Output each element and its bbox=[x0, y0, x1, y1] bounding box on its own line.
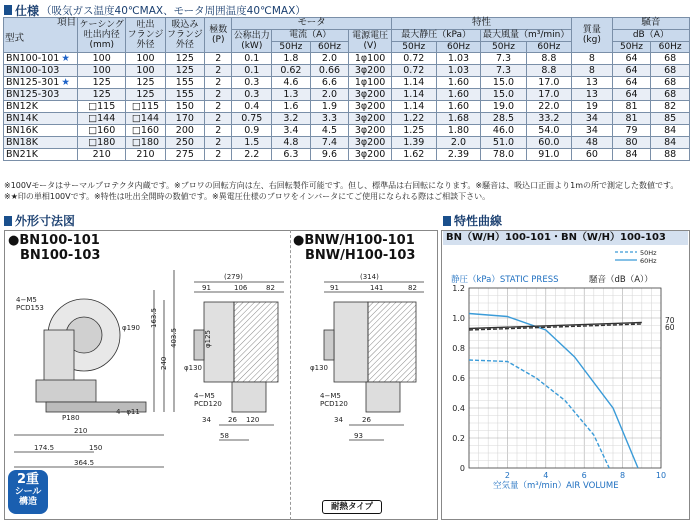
dim-label: 82 bbox=[408, 284, 417, 292]
dim-label: 58 bbox=[220, 432, 229, 440]
cell-cur60: 7.4 bbox=[310, 137, 349, 149]
chart-legend bbox=[615, 249, 657, 265]
motor-header: モータ bbox=[232, 18, 391, 30]
output-header: 公称出力 (kW) bbox=[233, 31, 270, 52]
cell-sp60: 1.03 bbox=[436, 53, 481, 65]
cell-sp50: 1.39 bbox=[391, 137, 436, 149]
cell-model: BN12K bbox=[4, 101, 78, 113]
cell-n60: 68 bbox=[651, 89, 690, 101]
cell-voltage: 3φ200 bbox=[349, 113, 392, 125]
cell-poles: 2 bbox=[205, 53, 232, 65]
cell-output: 0.3 bbox=[232, 89, 272, 101]
x-tick-label: 4 bbox=[543, 471, 549, 480]
cell-inlet: 150 bbox=[165, 101, 204, 113]
hz60-header: 60Hz bbox=[310, 41, 349, 53]
heat-resistant-badge: 耐熱タイプ bbox=[322, 500, 382, 514]
hz50-header: 50Hz bbox=[481, 41, 526, 53]
cell-inlet: 125 bbox=[165, 53, 204, 65]
y-tick-label: 0.6 bbox=[452, 374, 465, 383]
star-icon: ★ bbox=[61, 77, 70, 89]
cell-voltage: 3φ200 bbox=[349, 149, 392, 161]
casing-header: ケーシング 吐出内径 (mm) bbox=[78, 18, 126, 53]
dim-label: 364.5 bbox=[74, 459, 95, 467]
cell-cur50: 3.4 bbox=[272, 125, 311, 137]
hz60-header: 60Hz bbox=[651, 41, 690, 53]
cell-cur60: 2.0 bbox=[310, 53, 349, 65]
cell-sp60: 1.03 bbox=[436, 65, 481, 77]
dim-label: 26 bbox=[228, 416, 237, 424]
cell-model: BN14K bbox=[4, 113, 78, 125]
dim-label: (279) bbox=[224, 273, 243, 281]
cell-model: BN16K bbox=[4, 125, 78, 137]
dim-label: φ130 bbox=[184, 364, 202, 372]
cell-sp60: 1.68 bbox=[436, 113, 481, 125]
cell-casing: □180 bbox=[78, 137, 126, 149]
dim-label: 4−M5 bbox=[16, 296, 37, 304]
table-row bbox=[4, 125, 690, 137]
curve-title: BN（W/H）100-101・BN（W/H）100-103 bbox=[443, 231, 688, 245]
cell-poles: 2 bbox=[205, 77, 232, 89]
cell-inlet: 275 bbox=[165, 149, 204, 161]
characteristics-header: 特性 bbox=[391, 18, 571, 30]
cell-cur60: 6.6 bbox=[310, 77, 349, 89]
cell-sp60: 1.60 bbox=[436, 101, 481, 113]
chart-axes bbox=[452, 284, 675, 480]
cell-cur50: 1.6 bbox=[272, 101, 311, 113]
dimension-drawing-svg bbox=[4, 230, 438, 520]
cell-sp60: 2.39 bbox=[436, 149, 481, 161]
cell-af60: 60.0 bbox=[526, 137, 571, 149]
cell-n50: 79 bbox=[612, 125, 651, 137]
cell-output: 0.75 bbox=[232, 113, 272, 125]
spec-note: （吸気ガス温度40℃MAX、モータ周囲温度40℃MAX） bbox=[41, 4, 306, 17]
dim-label: 34 bbox=[334, 416, 343, 424]
motor-body-front bbox=[36, 380, 96, 402]
cell-mass: 8 bbox=[572, 65, 613, 77]
cell-sp50: 1.14 bbox=[391, 77, 436, 89]
table-row bbox=[4, 113, 690, 125]
cell-sp50: 0.72 bbox=[391, 65, 436, 77]
noise-header: 騒音 bbox=[612, 18, 689, 30]
cell-model: BN18K bbox=[4, 137, 78, 149]
dim-label: 150 bbox=[89, 444, 103, 452]
dim-label: 82 bbox=[266, 284, 275, 292]
cell-output: 1.5 bbox=[232, 137, 272, 149]
poles-header: 極数 (P) bbox=[205, 18, 232, 53]
cell-n60: 88 bbox=[651, 149, 690, 161]
cell-cur60: 9.6 bbox=[310, 149, 349, 161]
cell-n50: 64 bbox=[612, 89, 651, 101]
cell-af50: 7.3 bbox=[481, 53, 526, 65]
hz50-header: 50Hz bbox=[612, 41, 651, 53]
cell-inlet: 170 bbox=[165, 113, 204, 125]
cell-mass: 34 bbox=[572, 113, 613, 125]
table-row bbox=[4, 101, 690, 113]
dim-label: 141 bbox=[370, 284, 384, 292]
dim-label: 106 bbox=[234, 284, 248, 292]
cell-sp50: 1.25 bbox=[391, 125, 436, 137]
square-bullet-icon bbox=[4, 216, 12, 226]
cell-poles: 2 bbox=[205, 65, 232, 77]
cell-n50: 64 bbox=[612, 53, 651, 65]
y-tick-label: 1.0 bbox=[452, 314, 465, 323]
cell-voltage: 1φ100 bbox=[349, 77, 392, 89]
cell-poles: 2 bbox=[205, 137, 232, 149]
cell-af60: 54.0 bbox=[526, 125, 571, 137]
cell-n60: 68 bbox=[651, 77, 690, 89]
cell-inlet: 200 bbox=[165, 125, 204, 137]
cell-cur50: 4.6 bbox=[272, 77, 311, 89]
cell-n60: 84 bbox=[651, 137, 690, 149]
cell-cur60: 0.66 bbox=[310, 65, 349, 77]
cell-af50: 78.0 bbox=[481, 149, 526, 161]
cell-poles: 2 bbox=[205, 89, 232, 101]
cell-cur60: 3.3 bbox=[310, 113, 349, 125]
noise-label: 70 bbox=[665, 316, 675, 325]
dim-label: 210 bbox=[74, 427, 88, 435]
cell-af50: 15.0 bbox=[481, 89, 526, 101]
square-bullet-icon bbox=[443, 216, 451, 226]
cell-voltage: 3φ200 bbox=[349, 137, 392, 149]
cell-af50: 51.0 bbox=[481, 137, 526, 149]
spec-table bbox=[3, 17, 690, 161]
y2-axis-label: 騒音（dB（A）） bbox=[589, 275, 653, 285]
cell-af50: 19.0 bbox=[481, 101, 526, 113]
chart-grid bbox=[469, 288, 661, 468]
cell-casing: □144 bbox=[78, 113, 126, 125]
cell-casing: 210 bbox=[78, 149, 126, 161]
cell-outlet: 125 bbox=[126, 77, 165, 89]
x-tick-label: 6 bbox=[581, 471, 587, 480]
dim-model-right: ●BNW/H100-101 BNW/H100-103 bbox=[293, 233, 416, 263]
cell-n50: 81 bbox=[612, 113, 651, 125]
cell-af50: 15.0 bbox=[481, 77, 526, 89]
outlet-header: 吐出 フランジ 外径 bbox=[126, 18, 165, 53]
cell-mass: 8 bbox=[572, 53, 613, 65]
series-line bbox=[469, 360, 609, 468]
dimension-section-title: 外形寸法図 bbox=[4, 213, 75, 228]
dim-label: φ130 bbox=[310, 364, 328, 372]
table-row bbox=[4, 137, 690, 149]
cell-cur50: 1.8 bbox=[272, 53, 311, 65]
cell-af60: 33.2 bbox=[526, 113, 571, 125]
dim-model-left: ●BN100-101 BN100-103 bbox=[8, 233, 101, 263]
cell-af50: 7.3 bbox=[481, 65, 526, 77]
cell-n60: 68 bbox=[651, 65, 690, 77]
cell-output: 0.4 bbox=[232, 101, 272, 113]
dim-label: 240 bbox=[160, 356, 168, 370]
cell-voltage: 3φ200 bbox=[349, 65, 392, 77]
cell-sp50: 1.14 bbox=[391, 101, 436, 113]
dim-label: 4−M5 bbox=[320, 392, 341, 400]
motor-side bbox=[234, 302, 278, 382]
cell-cur50: 6.3 bbox=[272, 149, 311, 161]
table-row bbox=[4, 77, 690, 89]
cell-casing: □115 bbox=[78, 101, 126, 113]
cell-poles: 2 bbox=[205, 101, 232, 113]
cell-mass: 34 bbox=[572, 125, 613, 137]
x-tick-label: 2 bbox=[504, 471, 510, 480]
cell-voltage: 3φ200 bbox=[349, 89, 392, 101]
dim-label: 4−M5 bbox=[194, 392, 215, 400]
cell-mass: 13 bbox=[572, 89, 613, 101]
y-axis-label: 静圧（kPa）STATIC PRESS bbox=[451, 275, 559, 285]
cell-voltage: 1φ100 bbox=[349, 53, 392, 65]
cell-casing: 100 bbox=[78, 65, 126, 77]
cell-casing: 125 bbox=[78, 89, 126, 101]
current-header: 電流（A） bbox=[272, 29, 349, 41]
cell-model: BN100-103 bbox=[4, 65, 78, 77]
footnote-line-2: ※★印の単相100Vです。※特性は吐出全開時の数値です。※異電圧仕様のブロワをインバータにてご使用になられる際はご相談下さい。 bbox=[4, 192, 491, 201]
cell-n60: 68 bbox=[651, 53, 690, 65]
static-pressure-header: 最大静圧（kPa） bbox=[391, 29, 480, 41]
inlet-header: 吸込み フランジ 外径 bbox=[165, 18, 204, 53]
dim-label: φ190 bbox=[122, 324, 140, 332]
cell-cur50: 0.62 bbox=[272, 65, 311, 77]
dim-label: 174.5 bbox=[34, 444, 55, 452]
cell-mass: 19 bbox=[572, 101, 613, 113]
cell-inlet: 125 bbox=[165, 65, 204, 77]
cell-voltage: 3φ200 bbox=[349, 125, 392, 137]
y-tick-label: 0.2 bbox=[452, 434, 465, 443]
cell-output: 0.1 bbox=[232, 53, 272, 65]
cell-sp50: 1.62 bbox=[391, 149, 436, 161]
star-icon: ★ bbox=[61, 53, 70, 65]
legend-label: 50Hz bbox=[640, 249, 657, 257]
double-seal-badge: 2重 シール 構造 bbox=[8, 470, 48, 514]
dim-label: (314) bbox=[360, 273, 379, 281]
dim-label: P180 bbox=[62, 414, 80, 422]
cell-sp60: 1.60 bbox=[436, 89, 481, 101]
cell-n50: 84 bbox=[612, 149, 651, 161]
heat-motor-side bbox=[368, 302, 416, 382]
table-row bbox=[4, 89, 690, 101]
cell-outlet: □115 bbox=[126, 101, 165, 113]
cell-outlet: □180 bbox=[126, 137, 165, 149]
airflow-header: 最大風量（m³/min） bbox=[481, 29, 572, 41]
cell-af50: 46.0 bbox=[481, 125, 526, 137]
cell-inlet: 250 bbox=[165, 137, 204, 149]
dim-label: 93 bbox=[354, 432, 363, 440]
cell-sp60: 1.60 bbox=[436, 77, 481, 89]
dim-label: φ125 bbox=[204, 330, 212, 348]
cell-poles: 2 bbox=[205, 113, 232, 125]
dim-label: 120 bbox=[246, 416, 260, 424]
cell-sp60: 1.80 bbox=[436, 125, 481, 137]
cell-outlet: □160 bbox=[126, 125, 165, 137]
cell-outlet: 210 bbox=[126, 149, 165, 161]
cell-poles: 2 bbox=[205, 149, 232, 161]
cell-outlet: □144 bbox=[126, 113, 165, 125]
cell-cur50: 3.2 bbox=[272, 113, 311, 125]
hz60-header: 60Hz bbox=[526, 41, 571, 53]
dim-label: 26 bbox=[362, 416, 371, 424]
cell-n60: 82 bbox=[651, 101, 690, 113]
dim-label: 91 bbox=[330, 284, 339, 292]
characteristic-curve-chart bbox=[441, 246, 690, 518]
cell-sp50: 1.14 bbox=[391, 89, 436, 101]
table-row bbox=[4, 149, 690, 161]
cell-sp50: 1.22 bbox=[391, 113, 436, 125]
table-row bbox=[4, 65, 690, 77]
spec-table-body bbox=[4, 53, 690, 161]
dim-label: 34 bbox=[202, 416, 211, 424]
x-axis-label: 空気量（m³/min）AIR VOLUME bbox=[493, 481, 619, 491]
cell-sp50: 0.72 bbox=[391, 53, 436, 65]
noise-unit-header: dB（A） bbox=[612, 29, 689, 41]
footnote-line-1: ※100Vモータはサーマルプロテクタ内蔵です。※ブロワの回転方向は左、右回転製作可能です。但し、標準品は右回転になります。※騒音は、吸込口正面より1mの所で測定した数値です。 bbox=[4, 181, 679, 190]
cell-voltage: 3φ200 bbox=[349, 101, 392, 113]
cell-model: BN100-101 ★ bbox=[4, 53, 78, 65]
heat-blower-side bbox=[334, 302, 368, 382]
cell-mass: 60 bbox=[572, 149, 613, 161]
cell-cur60: 2.0 bbox=[310, 89, 349, 101]
cell-casing: 125 bbox=[78, 77, 126, 89]
cell-sp60: 2.0 bbox=[436, 137, 481, 149]
table-row bbox=[4, 53, 690, 65]
cell-model: BN125-303 bbox=[4, 89, 78, 101]
cell-outlet: 125 bbox=[126, 89, 165, 101]
cell-model: BN21K bbox=[4, 149, 78, 161]
cell-af60: 22.0 bbox=[526, 101, 571, 113]
spec-section-title bbox=[4, 2, 306, 18]
cell-casing: □160 bbox=[78, 125, 126, 137]
dim-label: 163.5 bbox=[150, 307, 158, 328]
cell-af60: 17.0 bbox=[526, 89, 571, 101]
model-header: 項目 型式 bbox=[4, 18, 78, 53]
cell-output: 0.9 bbox=[232, 125, 272, 137]
cell-mass: 13 bbox=[572, 77, 613, 89]
cell-output: 0.3 bbox=[232, 77, 272, 89]
footnotes bbox=[4, 180, 692, 202]
cell-cur60: 1.9 bbox=[310, 101, 349, 113]
voltage-header: 電源電圧 (V) bbox=[349, 29, 392, 53]
cell-outlet: 100 bbox=[126, 65, 165, 77]
cell-cur50: 4.8 bbox=[272, 137, 311, 149]
cell-inlet: 155 bbox=[165, 77, 204, 89]
cell-outlet: 100 bbox=[126, 53, 165, 65]
y-tick-label: 0.8 bbox=[452, 344, 465, 353]
cell-n60: 85 bbox=[651, 113, 690, 125]
cell-mass: 48 bbox=[572, 137, 613, 149]
cell-af60: 91.0 bbox=[526, 149, 571, 161]
dim-label: 403.5 bbox=[170, 327, 178, 348]
cell-output: 0.1 bbox=[232, 65, 272, 77]
cell-n50: 64 bbox=[612, 77, 651, 89]
cell-n50: 80 bbox=[612, 137, 651, 149]
cell-n50: 81 bbox=[612, 101, 651, 113]
cell-model: BN125-301 ★ bbox=[4, 77, 78, 89]
cell-cur50: 1.3 bbox=[272, 89, 311, 101]
square-bullet-icon bbox=[4, 5, 12, 15]
dim-label: PCD120 bbox=[194, 400, 222, 408]
cell-af60: 8.8 bbox=[526, 53, 571, 65]
cell-output: 2.2 bbox=[232, 149, 272, 161]
cell-n50: 64 bbox=[612, 65, 651, 77]
cell-af60: 8.8 bbox=[526, 65, 571, 77]
dim-label: PCD120 bbox=[320, 400, 348, 408]
hz60-header: 60Hz bbox=[436, 41, 481, 53]
y-tick-label: 0 bbox=[459, 464, 465, 473]
hz50-header: 50Hz bbox=[391, 41, 436, 53]
cell-casing: 100 bbox=[78, 53, 126, 65]
y-tick-label: 0.4 bbox=[452, 404, 465, 413]
dim-label: 91 bbox=[202, 284, 211, 292]
cell-poles: 2 bbox=[205, 125, 232, 137]
cell-af60: 17.0 bbox=[526, 77, 571, 89]
cell-n60: 84 bbox=[651, 125, 690, 137]
cell-cur60: 4.5 bbox=[310, 125, 349, 137]
noise-label: 60 bbox=[665, 323, 675, 332]
curve-section-title: 特性曲線 bbox=[443, 213, 502, 228]
dim-label: PCD153 bbox=[16, 304, 44, 312]
dim-label: 4−φ11 bbox=[116, 408, 140, 416]
x-tick-label: 8 bbox=[620, 471, 626, 480]
y-tick-label: 1.2 bbox=[452, 284, 465, 293]
spec-title: 仕様 bbox=[15, 3, 40, 18]
cell-inlet: 155 bbox=[165, 89, 204, 101]
x-tick-label: 10 bbox=[655, 471, 667, 480]
legend-label: 60Hz bbox=[640, 257, 657, 265]
mass-header: 質量 (kg) bbox=[572, 18, 613, 53]
cell-af50: 28.5 bbox=[481, 113, 526, 125]
hz50-header: 50Hz bbox=[272, 41, 311, 53]
